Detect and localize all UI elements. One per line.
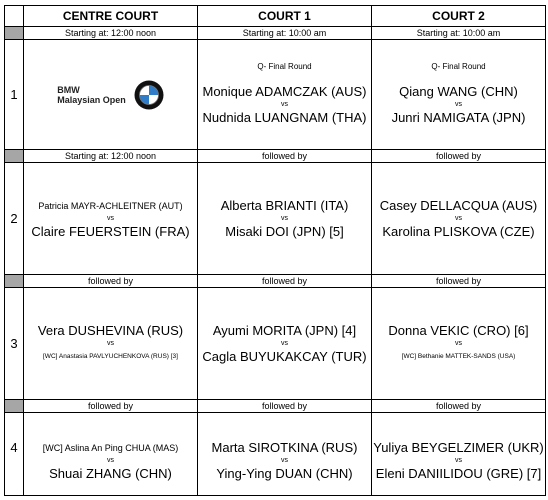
vs-label: vs <box>281 457 288 464</box>
round-label: Q- Final Round <box>257 61 312 71</box>
player-1: [WC] Aslina An Ping CHUA (MAS) <box>42 443 179 453</box>
vs-label: vs <box>281 214 288 222</box>
match-cell <box>372 288 546 400</box>
vs-label: vs <box>281 100 288 108</box>
match-cell <box>372 163 546 275</box>
player-2: Eleni DANIILIDOU (GRE) [7] <box>375 466 542 481</box>
match-row <box>5 288 546 400</box>
start-time-court2: followed by <box>372 400 546 413</box>
start-time-court1: followed by <box>198 400 372 413</box>
player-2: Karolina PLISKOVA (CZE) <box>382 223 535 239</box>
start-time-row <box>5 27 546 40</box>
match-number: 2 <box>5 163 24 275</box>
player-1: Patricia MAYR-ACHLEITNER (AUT) <box>38 200 183 211</box>
match-row <box>5 40 546 150</box>
logo-text-line: Malaysian Open <box>57 94 126 105</box>
match-cell <box>372 413 546 496</box>
player-2: Cagla BUYUKAKCAY (TUR) <box>202 348 367 364</box>
player-2: Misaki DOI (JPN) [5] <box>225 223 344 239</box>
player-1: Yuliya BEYGELZIMER (UKR) <box>373 440 544 455</box>
match-cell <box>198 40 372 150</box>
match-cell <box>198 288 372 400</box>
player-1: Casey DELLACQUA (AUS) <box>379 197 538 213</box>
row-marker <box>5 150 24 163</box>
bmw-malaysian-open-logo <box>38 59 184 131</box>
vs-label: vs <box>455 339 462 347</box>
court-header-court2: COURT 2 <box>372 6 546 27</box>
player-1: Qiang WANG (CHN) <box>399 83 518 99</box>
player-1: Monique ADAMCZAK (AUS) <box>202 83 367 99</box>
player-1: Donna VEKIC (CRO) [6] <box>388 322 529 338</box>
bmw-roundel-icon <box>134 80 164 110</box>
player-1: Vera DUSHEVINA (RUS) <box>37 322 184 338</box>
match-cell <box>198 163 372 275</box>
court-header-centre: CENTRE COURT <box>24 6 198 27</box>
row-marker <box>5 27 24 40</box>
start-time-row <box>5 150 546 163</box>
match-row <box>5 413 546 496</box>
player-2: [WC] Anastasia PAVLYUCHENKOVA (RUS) [3] <box>43 352 178 360</box>
start-time-court1: followed by <box>198 150 372 163</box>
player-2: Shuai ZHANG (CHN) <box>49 466 172 481</box>
match-cell <box>24 413 198 496</box>
player-1: Marta SIROTKINA (RUS) <box>211 440 358 455</box>
start-time-centre: Starting at: 12:00 noon <box>24 150 198 163</box>
start-time-court2: followed by <box>372 275 546 288</box>
player-2: [WC] Bethanie MATTEK-SANDS (USA) <box>401 352 516 360</box>
start-time-court2: Starting at: 10:00 am <box>372 27 546 40</box>
match-row <box>5 163 546 275</box>
vs-label: vs <box>455 214 462 222</box>
match-cell <box>198 413 372 496</box>
vs-label: vs <box>455 100 462 108</box>
row-marker <box>5 275 24 288</box>
match-cell <box>372 40 546 150</box>
vs-label: vs <box>107 339 114 347</box>
match-number: 3 <box>5 288 24 400</box>
row-marker <box>5 400 24 413</box>
start-time-court1: followed by <box>198 275 372 288</box>
vs-label: vs <box>455 457 462 464</box>
player-2: Nudnida LUANGNAM (THA) <box>202 109 367 125</box>
vs-label: vs <box>107 214 114 222</box>
court-header-court1: COURT 1 <box>198 6 372 27</box>
match-cell <box>24 163 198 275</box>
corner-cell <box>5 6 24 27</box>
match-number: 4 <box>5 413 24 496</box>
logo-text-line: BMW <box>57 84 80 95</box>
player-1: Ayumi MORITA (JPN) [4] <box>212 322 357 338</box>
player-2: Claire FEUERSTEIN (FRA) <box>31 223 190 239</box>
match-number: 1 <box>5 40 24 150</box>
start-time-centre: Starting at: 12:00 noon <box>24 27 198 40</box>
player-1: Alberta BRIANTI (ITA) <box>220 197 349 213</box>
start-time-centre: followed by <box>24 275 198 288</box>
start-time-centre: followed by <box>24 400 198 413</box>
round-label: Q- Final Round <box>431 61 486 71</box>
tournament-logo-cell <box>24 40 198 150</box>
player-2: Ying-Ying DUAN (CHN) <box>216 466 353 481</box>
player-2: Junri NAMIGATA (JPN) <box>391 109 526 125</box>
vs-label: vs <box>281 339 288 347</box>
court-header-row <box>5 6 546 27</box>
start-time-row <box>5 275 546 288</box>
order-of-play-table <box>4 5 546 496</box>
match-cell <box>24 288 198 400</box>
vs-label: vs <box>107 457 114 464</box>
start-time-court2: followed by <box>372 150 546 163</box>
start-time-court1: Starting at: 10:00 am <box>198 27 372 40</box>
start-time-row <box>5 400 546 413</box>
